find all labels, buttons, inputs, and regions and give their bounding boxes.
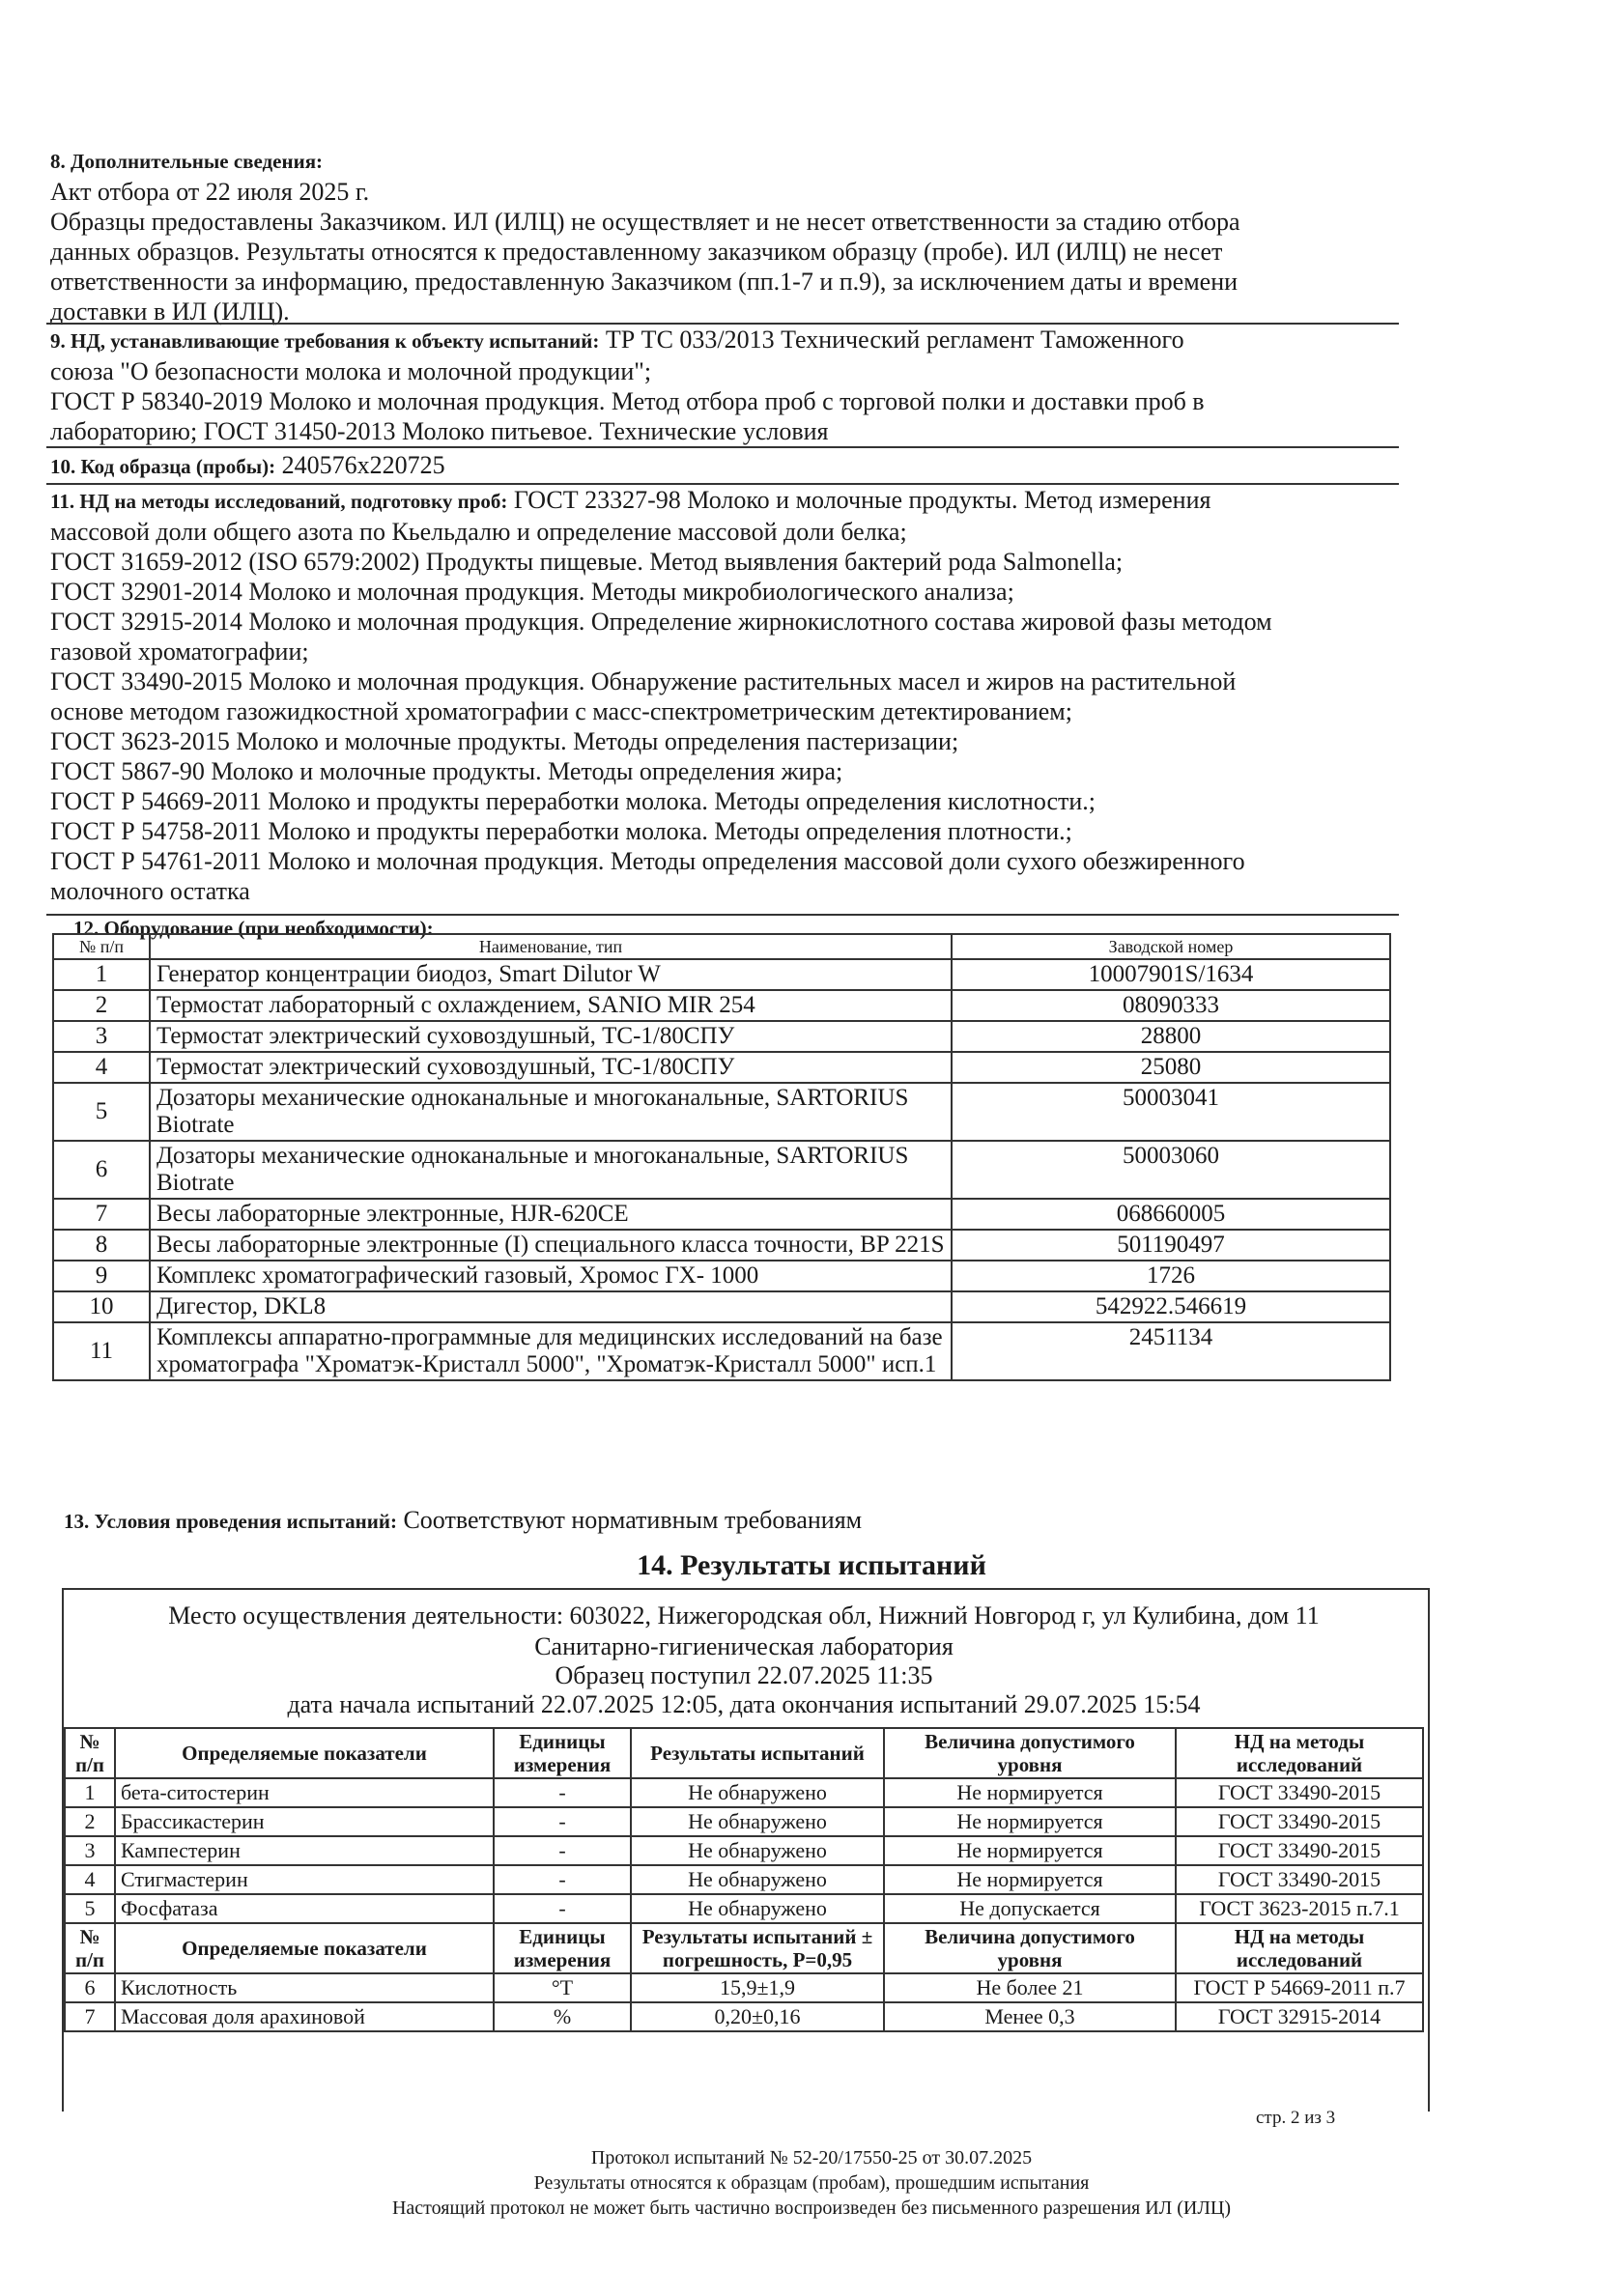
- section-8-line: Образцы предоставлены Заказчиком. ИЛ (ИЛЦ) не осуществляет и не несет ответственности за стадию отбора: [50, 208, 1240, 236]
- equipment-name: Термостат электрический суховоздушный, ТС-1/80СПУ: [150, 1021, 952, 1052]
- table-header-row: [53, 934, 1390, 959]
- table-header-row: [65, 1728, 1423, 1778]
- section-11-line: ГОСТ Р 54761-2011 Молоко и молочная продукция. Методы определения массовой доли сухого обезжиренного: [50, 847, 1245, 875]
- serial-number: 068660005: [952, 1199, 1390, 1230]
- column-header: Величина допустимого уровня: [884, 1923, 1176, 1973]
- method-nd: ГОСТ 3623-2015 п.7.1: [1176, 1894, 1423, 1923]
- unit: -: [494, 1865, 631, 1894]
- row-number: 4: [53, 1052, 150, 1083]
- table-row: [65, 1894, 1423, 1923]
- row-number: 1: [53, 959, 150, 990]
- table-row: [53, 1261, 1390, 1291]
- column-header: Результаты испытаний ± погрешность, Р=0,95: [631, 1923, 884, 1973]
- row-number: 6: [65, 1973, 115, 2002]
- method-nd: ГОСТ Р 54669-2011 п.7: [1176, 1973, 1423, 2002]
- serial-number: 1726: [952, 1261, 1390, 1291]
- table-row: [53, 1083, 1390, 1141]
- permissible-level: Не нормируется: [884, 1807, 1176, 1836]
- section-11-first-line: ГОСТ 23327-98 Молоко и молочные продукты. Метод измерения: [513, 486, 1211, 514]
- column-header: Определяемые показатели: [115, 1728, 494, 1778]
- serial-number: 08090333: [952, 990, 1390, 1021]
- section-8-heading: 8. Дополнительные сведения:: [50, 150, 324, 173]
- section-8-line: данных образцов. Результаты относятся к предоставленному заказчиком образцу (пробе). ИЛ (ИЛЦ) не несет: [50, 238, 1223, 266]
- permissible-level: Не нормируется: [884, 1836, 1176, 1865]
- section-8-line: доставки в ИЛ (ИЛЦ).: [50, 298, 290, 326]
- section-11: [50, 485, 1374, 906]
- column-header: Наименование, тип: [150, 934, 952, 959]
- section-10: [50, 450, 1374, 482]
- table-row: [65, 1973, 1423, 2002]
- indicator-name: бета-ситостерин: [115, 1778, 494, 1807]
- results-title: 14. Результаты испытаний: [637, 1549, 986, 1581]
- section-11-line: газовой хроматографии;: [50, 638, 309, 666]
- result: Не обнаружено: [631, 1865, 884, 1894]
- row-number: 10: [53, 1291, 150, 1322]
- section-11-line: ГОСТ Р 54669-2011 Молоко и продукты переработки молока. Методы определения кислотности.;: [50, 787, 1096, 815]
- result: Не обнаружено: [631, 1894, 884, 1923]
- section-11-line: молочного остатка: [50, 877, 250, 905]
- method-nd: ГОСТ 33490-2015: [1176, 1778, 1423, 1807]
- equipment-name: Дозаторы механические одноканальные и многоканальные, SARTORIUS Biotrate: [150, 1141, 952, 1199]
- page-number: стр. 2 из 3: [1256, 2108, 1336, 2128]
- indicator-name: Стигмастерин: [115, 1865, 494, 1894]
- section-11-heading: 11. НД на методы исследований, подготовку проб:: [50, 490, 508, 513]
- result: Не обнаружено: [631, 1778, 884, 1807]
- row-number: 8: [53, 1230, 150, 1261]
- serial-number: 50003041: [952, 1083, 1390, 1141]
- result: 0,20±0,16: [631, 2002, 884, 2031]
- column-header: № п/п: [53, 934, 150, 959]
- row-number: 2: [53, 990, 150, 1021]
- unit: -: [494, 1778, 631, 1807]
- column-header: Определяемые показатели: [115, 1923, 494, 1973]
- results-lab: Санитарно-гигиеническая лаборатория: [534, 1632, 954, 1660]
- indicator-name: Кислотность: [115, 1973, 494, 2002]
- sample-code: 240576х220725: [281, 451, 445, 479]
- row-number: 7: [53, 1199, 150, 1230]
- section-11-line: ГОСТ 33490-2015 Молоко и молочная продукция. Обнаружение растительных масел и жиров на растительной: [50, 667, 1237, 695]
- serial-number: 542922.546619: [952, 1291, 1390, 1322]
- row-number: 5: [65, 1894, 115, 1923]
- method-nd: ГОСТ 33490-2015: [1176, 1865, 1423, 1894]
- table-row: [65, 1807, 1423, 1836]
- unit: -: [494, 1836, 631, 1865]
- row-number: 7: [65, 2002, 115, 2031]
- results-dates: дата начала испытаний 22.07.2025 12:05, дата окончания испытаний 29.07.2025 15:54: [287, 1690, 1201, 1718]
- permissible-level: Менее 0,3: [884, 2002, 1176, 2031]
- table-row: [53, 1291, 1390, 1322]
- result: 15,9±1,9: [631, 1973, 884, 2002]
- footer-copy-restriction: Настоящий протокол не может быть частично воспроизведен без письменного разрешения ИЛ (ИЛЦ): [391, 2197, 1232, 2219]
- equipment-name: Комплексы аппаратно-программные для медицинских исследований на базе хроматографа "Хроматэк-Кристалл 5000", "Хроматэк-Кристалл 5000" исп.1: [150, 1322, 952, 1380]
- column-header: Результаты испытаний: [631, 1728, 884, 1778]
- equipment-name: Весы лабораторные электронные (I) специального класса точности, BP 221S: [150, 1230, 952, 1261]
- column-header: НД на методы исследований: [1176, 1923, 1423, 1973]
- table-row: [53, 1141, 1390, 1199]
- section-11-line: ГОСТ 31659-2012 (ISO 6579:2002) Продукты пищевые. Метод выявления бактерий рода Salmonella;: [50, 548, 1124, 576]
- unit: °Т: [494, 1973, 631, 2002]
- result: Не обнаружено: [631, 1836, 884, 1865]
- section-11-line: ГОСТ 5867-90 Молоко и молочные продукты. Методы определения жира;: [50, 757, 843, 785]
- equipment-name: Термостат электрический суховоздушный, ТС-1/80СПУ: [150, 1052, 952, 1083]
- section-11-line: основе методом газожидкостной хроматографии с масс-спектрометрическим детектированием;: [50, 697, 1072, 725]
- section-8-line: Акт отбора от 22 июля 2025 г.: [50, 178, 370, 206]
- serial-number: 2451134: [952, 1322, 1390, 1380]
- table-header-row: [65, 1923, 1423, 1973]
- row-number: 4: [65, 1865, 115, 1894]
- indicator-name: Фосфатаза: [115, 1894, 494, 1923]
- unit: %: [494, 2002, 631, 2031]
- serial-number: 28800: [952, 1021, 1390, 1052]
- table-row: [53, 1052, 1390, 1083]
- results-place: Место осуществления деятельности: 603022, Нижегородская обл, Нижний Новгород г, ул Кулибина, дом 11: [168, 1602, 1320, 1630]
- serial-number: 501190497: [952, 1230, 1390, 1261]
- section-12-heading: 12. Оборудование (при необходимости):: [73, 917, 434, 940]
- footer-protocol: Протокол испытаний № 52-20/17550-25 от 30.07.2025: [590, 2147, 1033, 2168]
- divider: [46, 446, 1399, 448]
- row-number: 9: [53, 1261, 150, 1291]
- row-number: 2: [65, 1807, 115, 1836]
- column-header: № п/п: [65, 1728, 115, 1778]
- serial-number: 50003060: [952, 1141, 1390, 1199]
- method-nd: ГОСТ 33490-2015: [1176, 1807, 1423, 1836]
- table-row: [53, 1230, 1390, 1261]
- method-nd: ГОСТ 32915-2014: [1176, 2002, 1423, 2031]
- row-number: 5: [53, 1083, 150, 1141]
- row-number: 11: [53, 1322, 150, 1380]
- table-row: [65, 1865, 1423, 1894]
- equipment-name: Генератор концентрации биодоз, Smart Dilutor W: [150, 959, 952, 990]
- section-9-first-line: ТР ТС 033/2013 Технический регламент Таможенного: [605, 326, 1184, 354]
- column-header: № п/п: [65, 1923, 115, 1973]
- row-number: 1: [65, 1778, 115, 1807]
- equipment-name: Комплекс хроматографический газовый, Хромос ГХ- 1000: [150, 1261, 952, 1291]
- table-row: [65, 1778, 1423, 1807]
- section-11-line: ГОСТ Р 54758-2011 Молоко и продукты переработки молока. Методы определения плотности.;: [50, 817, 1072, 845]
- serial-number: 25080: [952, 1052, 1390, 1083]
- section-9-heading: 9. НД, устанавливающие требования к объекту испытаний:: [50, 329, 600, 353]
- unit: -: [494, 1807, 631, 1836]
- results-received: Образец поступил 22.07.2025 11:35: [555, 1661, 933, 1689]
- permissible-level: Не допускается: [884, 1894, 1176, 1923]
- column-header: Величина допустимого уровня: [884, 1728, 1176, 1778]
- section-10-heading: 10. Код образца (пробы):: [50, 455, 276, 478]
- table-row: [53, 1322, 1390, 1380]
- column-header: Единицы измерения: [494, 1728, 631, 1778]
- test-conditions: Соответствуют нормативным требованиям: [403, 1506, 863, 1534]
- permissible-level: Не нормируется: [884, 1865, 1176, 1894]
- result: Не обнаружено: [631, 1807, 884, 1836]
- equipment-name: Весы лабораторные электронные, HJR-620CE: [150, 1199, 952, 1230]
- section-9-line: лабораторию; ГОСТ 31450-2013 Молоко питьевое. Технические условия: [50, 417, 829, 445]
- table-row: [65, 1836, 1423, 1865]
- indicator-name: Кампестерин: [115, 1836, 494, 1865]
- section-9: [50, 325, 1374, 446]
- row-number: 3: [65, 1836, 115, 1865]
- serial-number: 10007901S/1634: [952, 959, 1390, 990]
- row-number: 3: [53, 1021, 150, 1052]
- equipment-table: [52, 933, 1391, 1381]
- section-9-line: ГОСТ Р 58340-2019 Молоко и молочная продукция. Метод отбора проб с торговой полки и доставки проб в: [50, 387, 1205, 415]
- column-header: НД на методы исследований: [1176, 1728, 1423, 1778]
- section-11-line: ГОСТ 32915-2014 Молоко и молочная продукция. Определение жирнокислотного состава жировой фазы методом: [50, 608, 1272, 636]
- method-nd: ГОСТ 33490-2015: [1176, 1836, 1423, 1865]
- section-13: [64, 1505, 1387, 1537]
- table-row: [53, 990, 1390, 1021]
- indicator-name: Брассикастерин: [115, 1807, 494, 1836]
- permissible-level: Не нормируется: [884, 1778, 1176, 1807]
- equipment-name: Дозаторы механические одноканальные и многоканальные, SARTORIUS Biotrate: [150, 1083, 952, 1141]
- section-8: [50, 145, 1374, 326]
- section-11-line: массовой доли общего азота по Кьельдалю и определение массовой доли белка;: [50, 518, 907, 546]
- section-13-heading: 13. Условия проведения испытаний:: [64, 1510, 397, 1533]
- results-table: [64, 1727, 1424, 2032]
- table-row: [53, 959, 1390, 990]
- table-row: [53, 1199, 1390, 1230]
- equipment-name: Дигестор, DKL8: [150, 1291, 952, 1322]
- row-number: 6: [53, 1141, 150, 1199]
- column-header: Заводской номер: [952, 934, 1390, 959]
- equipment-name: Термостат лабораторный с охлаждением, SANIO MIR 254: [150, 990, 952, 1021]
- section-9-line: союза "О безопасности молока и молочной продукции";: [50, 357, 652, 385]
- permissible-level: Не более 21: [884, 1973, 1176, 2002]
- table-row: [53, 1021, 1390, 1052]
- unit: -: [494, 1894, 631, 1923]
- indicator-name: Массовая доля арахиновой: [115, 2002, 494, 2031]
- section-11-line: ГОСТ 3623-2015 Молоко и молочные продукты. Методы определения пастеризации;: [50, 727, 959, 755]
- table-row: [65, 2002, 1423, 2031]
- section-8-line: ответственности за информацию, предоставленную Заказчиком (пп.1-7 и п.9), за исключением даты и времени: [50, 268, 1239, 296]
- footer-results-note: Результаты относятся к образцам (пробам), прошедшим испытания: [533, 2172, 1090, 2194]
- column-header: Единицы измерения: [494, 1923, 631, 1973]
- section-11-line: ГОСТ 32901-2014 Молоко и молочная продукция. Методы микробиологического анализа;: [50, 578, 1014, 606]
